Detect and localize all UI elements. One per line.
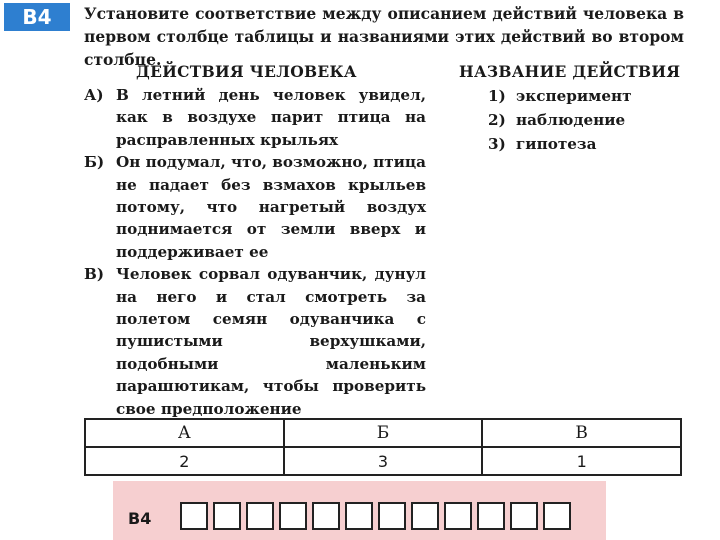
name-item-3 [488, 132, 632, 156]
answer-form-panel [113, 481, 606, 540]
name-text: эксперимент [516, 87, 632, 105]
answer-value-b: 3 [284, 447, 483, 475]
actions-column-header: ДЕЙСТВИЯ ЧЕЛОВЕКА [136, 62, 357, 81]
answer-form-label: В4 [128, 509, 152, 528]
actions-list [84, 84, 426, 420]
name-number: 3) [488, 135, 506, 153]
names-column-header: НАЗВАНИЕ ДЕЙСТВИЯ [459, 62, 681, 81]
name-text: гипотеза [516, 135, 597, 153]
answer-cell[interactable] [378, 502, 406, 530]
answer-cell[interactable] [246, 502, 274, 530]
answer-cell[interactable] [180, 502, 208, 530]
answer-cell[interactable] [345, 502, 373, 530]
action-text: Человек сорвал одуванчик, дунул на него и стал смотреть за полетом семян одуванчика с пушистыми верхушками, подобными маленьким парашютикам, чтобы проверить свое предположение [116, 265, 426, 418]
answer-value-v: 1 [482, 447, 681, 475]
answer-table-value-row [85, 447, 681, 475]
answer-header-b: Б [284, 419, 483, 447]
answer-cell[interactable] [477, 502, 505, 530]
answer-cells [180, 502, 576, 530]
answer-value-a: 2 [85, 447, 284, 475]
answer-cell[interactable] [213, 502, 241, 530]
answer-cell[interactable] [510, 502, 538, 530]
action-label: Б) [84, 153, 105, 172]
action-item-b [84, 151, 426, 263]
answer-cell[interactable] [543, 502, 571, 530]
task-badge: В4 [4, 3, 70, 31]
action-label: В) [84, 265, 105, 284]
name-text: наблюдение [516, 111, 626, 129]
name-number: 1) [488, 87, 506, 105]
answer-cell[interactable] [279, 502, 307, 530]
answer-header-a: А [85, 419, 284, 447]
answer-table [84, 418, 682, 476]
action-text: В летний день человек увидел, как в воздухе парит птица на расправленных крыльях [116, 86, 426, 149]
action-item-v [84, 263, 426, 420]
names-list [488, 84, 632, 156]
action-label: А) [84, 86, 104, 104]
answer-header-v: В [482, 419, 681, 447]
answer-cell[interactable] [444, 502, 472, 530]
name-item-1 [488, 84, 632, 108]
answer-table-header-row [85, 419, 681, 447]
answer-cell[interactable] [411, 502, 439, 530]
action-text: Он подумал, что, возможно, птица не падает без взмахов крыльев потому, что нагретый воздух поднимается от земли вверх и поддерживает ее [116, 153, 426, 261]
action-item-a [84, 84, 426, 151]
task-instruction: Установите соответствие между описанием действий человека в первом столбце таблицы и названиями этих действий во втором столбце. [84, 4, 684, 69]
answer-cell[interactable] [312, 502, 340, 530]
name-number: 2) [488, 111, 506, 129]
name-item-2 [488, 108, 632, 132]
